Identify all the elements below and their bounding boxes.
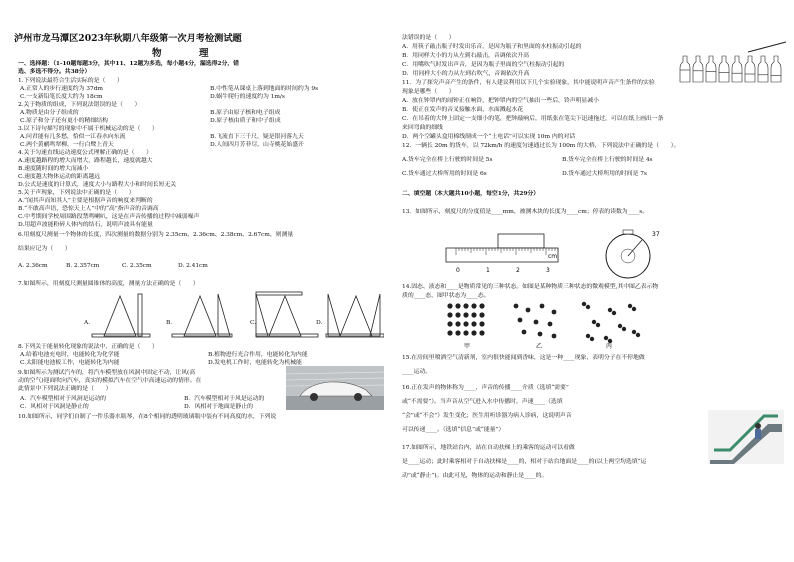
right-text-line: 法错误的是（ ） — [402, 35, 455, 41]
left-text-line: D.用超声波能粉碎人体内的结石，说明声波具有能量 — [18, 222, 153, 228]
left-text-line: D. 2.41cm — [178, 263, 208, 269]
left-text-line: C. 2.35cm — [122, 263, 152, 269]
left-text-line: D．风相对于地面是静止的 — [184, 404, 253, 410]
left-text-line: B．汽车模型相对于风是运动的 — [184, 396, 265, 402]
right-text-line: 可以传递____。（选填“信息”或“能量”） — [402, 427, 505, 433]
q7-label-c: C. — [250, 320, 257, 326]
right-text-line: 是____运动；此时乘客相对于自动扶梯是____的，相对于站台地面是____的(以上两空均选填“运 — [402, 459, 647, 465]
left-text-line: C.两个黄鹂鸣翠柳，一行白鹭上青天 — [20, 142, 114, 148]
left-text-line: D.发电机工作时，电能转化为机械能 — [208, 360, 302, 366]
left-text-line: 此情景中下列说法正确的是（ ） — [18, 386, 112, 392]
q7-label-b: B. — [166, 320, 173, 326]
molecule-dot — [471, 330, 476, 335]
molecule-dot — [622, 327, 626, 331]
right-text-line: 17.如图所示，地铁站台内，站在自动扶梯上的乘客的运动可以看做 — [402, 445, 575, 451]
right-text-line: 11．为了探究声音产生的条件，有人建议利用以下几个实验现象，其中能说明声音产生条件的实验 — [402, 80, 655, 86]
left-text-line: D.原子核由质子和中子组成 — [210, 118, 281, 124]
bottle-icon — [732, 56, 742, 82]
left-text-line: B.“不敢高声语，恐惊天上人”中的“高”指声音的音调高 — [18, 206, 159, 212]
molecule-dot — [548, 322, 553, 327]
right-text-line: D.货车通过大桥所用的时间是 7s — [562, 171, 647, 177]
left-text-line: C.中考期间学校周围路段禁鸣喇叭，这是在声音传播的过程中减弱噪声 — [18, 214, 200, 220]
left-text-line: 一、选择题：（1-10题每题3分，其中11、12题为多选，每小题4分，漏选得2分，错 — [18, 60, 239, 67]
right-text-line: 15.在房间里喷洒空气清新剂，室内很快能闻到香味，这是一种____现象，表明分子在不停地做 — [402, 355, 645, 361]
right-column — [402, 0, 772, 562]
molecule-dot — [471, 321, 476, 326]
stopwatch-label: 37 — [652, 231, 660, 238]
left-text-line: A. 2.36cm — [18, 263, 48, 269]
q13-figure — [442, 228, 742, 280]
left-text-line: A.速度越路程的增大而增大，路程越长，速度就越大 — [18, 158, 153, 164]
molecule-dot — [632, 307, 636, 311]
right-text-line: A．放在钟罩内的闹钟正在响铃，把钟罩内的空气抽出一些后，铃声明显减小 — [402, 98, 599, 104]
right-text-line: ____运动。 — [402, 369, 432, 375]
left-text-line: 选、多选不得分。共38分） — [18, 68, 91, 75]
left-text-line: 4.关于匀速直线运动速度公式理解正确的是（ ） — [18, 150, 153, 156]
molecule-dot — [463, 321, 468, 326]
right-text-line: A．用筷子敲击瓶子时发出乐音，是因为瓶子和里面的水柱振动引起的 — [402, 44, 582, 50]
molecule-dot — [526, 308, 531, 313]
right-text-line: C.货车通过大桥所用的时间是 6s — [402, 171, 487, 177]
left-text-line: 10.如图所示，同学们自制了一件乐器水瓶琴，在8个相同的透明玻璃瓶中装有不同高度的水，下列说 — [18, 414, 277, 420]
subject-title: 物 理 — [152, 48, 223, 59]
molecule-dot — [636, 333, 640, 337]
left-text-line: C.一支新铅笔长度大约为 18cm — [20, 94, 103, 100]
left-text-line: 7.如图所示，用刻度尺测量圆锥体的高度，测量方法正确的是（ ） — [18, 281, 199, 287]
bottle-icon — [745, 56, 755, 82]
q14-label-yi: 乙 — [536, 343, 543, 350]
wooden-block — [498, 234, 544, 248]
molecule-dot — [447, 321, 452, 326]
right-text-line: C．在吊着的大钟上固定一支细小的笔，把钟敲响后，用纸张在笔尖下迅速拖过，可以在纸上画出一条 — [402, 116, 664, 122]
molecule-dot — [463, 303, 468, 308]
left-text-line: D.人间四月芳菲尽，山寺桃花始盛开 — [210, 142, 304, 148]
molecule-dot — [479, 303, 484, 308]
molecule-dot — [552, 310, 557, 315]
molecule-dot — [455, 312, 460, 317]
left-text-line: A.给蓄电池充电时，电能转化为化学能 — [20, 352, 120, 358]
bottle-icon — [680, 56, 690, 82]
molecule-dot — [471, 312, 476, 317]
molecule-dot — [463, 312, 468, 317]
molecule-dot — [618, 324, 622, 328]
molecule-dot — [632, 330, 636, 334]
right-text-line: 16.正在发声的物体称为____，声音的传播____介质（选填“需要” — [402, 385, 569, 391]
left-text-line: A.正常人的步行速度约为 37dm — [20, 86, 103, 92]
q9-car-figure — [286, 366, 384, 410]
molecule-dot — [455, 330, 460, 335]
molecule-dot — [518, 318, 523, 323]
molecule-dot — [479, 321, 484, 326]
q10-bottles-figure — [678, 40, 790, 84]
right-text-line: 14.固态、液态和____是物质常见的三种状态。如图是某种物质三种状态的微观模型,其中图乙表示物 — [402, 284, 659, 290]
molecule-dot — [447, 303, 452, 308]
molecule-dot — [447, 330, 452, 335]
left-text-line: A.物质是由分子组成的 — [20, 110, 79, 116]
left-text-line: 8.下列关于能量转化现象的说法中，正确的是（ ） — [18, 344, 158, 350]
left-text-line: B.中性笔从课桌上落到地面的时间约为 9s — [210, 86, 319, 92]
q14-label-bing: 丙 — [606, 343, 613, 350]
left-text-line: D.蜗牛爬行的速度约为 1m/s — [210, 94, 285, 100]
left-text-line: 6.用刻度尺测量一个物体的长度，四次测量的数据分别为 2.35cm、2.36cm、2.38cm、2.67cm，则测量 — [18, 232, 294, 238]
left-text-line: B. 2.357cm — [66, 263, 100, 269]
right-text-line: 二、填空题（本大题共10小题，每空1分，共29分） — [402, 190, 540, 197]
right-text-line: “会”或“不会”）发生变化；医生用听诊器为病人诊病，这说明声音 — [402, 413, 572, 419]
molecule-dot — [479, 330, 484, 335]
right-text-line: 13．如图所示，刻度尺的分度值是____mm，被测木块的长度为____cm；停表的读数为____s。 — [402, 209, 649, 215]
left-text-line: C.太阳能电池板工作，电能转化为内能 — [20, 360, 120, 366]
molecule-dot — [582, 302, 586, 306]
left-column — [18, 0, 388, 562]
q14-label-jia: 甲 — [464, 343, 471, 350]
molecule-dot — [608, 308, 612, 312]
molecule-dot — [471, 303, 476, 308]
molecule-dot — [538, 332, 543, 337]
left-text-line: 5.关于声现象，下列说法中正确的是（ ） — [18, 190, 135, 196]
molecule-dot — [586, 334, 590, 338]
molecule-dot — [540, 304, 545, 309]
molecule-dot — [628, 304, 632, 308]
left-text-line: 3.以下诗句描写的现象中不属于机械运动的是（ ） — [18, 126, 158, 132]
right-text-line: 动”或“静止”)。由此可见，物体的运动和静止是____的。 — [402, 473, 548, 479]
left-text-line: C．风相对于风洞是静止的 — [20, 404, 89, 410]
molecule-dot — [612, 311, 616, 315]
molecule-dot — [455, 303, 460, 308]
right-text-line: 12．一辆长 20m 的货车，以 72km/h 的速度匀速通过长为 100m 的大桥，下列说法中正确的是（ ）。 — [402, 143, 680, 149]
bottle-icon — [706, 56, 716, 82]
right-text-line: 质的____态，图甲状态为____态。 — [402, 293, 490, 299]
left-text-line: B.原子由原子核和电子组成 — [210, 110, 281, 116]
molecule-dot — [514, 304, 519, 309]
bottle-icon — [771, 56, 781, 82]
ruler-tick-2: 2 — [516, 267, 520, 274]
left-text-line: B.飞流直下三千尺，疑是银河落九天 — [210, 134, 304, 140]
left-text-line: B.速度随时间的增大而减小 — [18, 166, 89, 172]
page-title: 泸州市龙马潭区2023年秋期八年级第一次月考检测试题 — [14, 33, 242, 44]
molecule-dot — [463, 330, 468, 335]
right-text-line: D．用同样大小的力从左到右吹气，音调依次升高 — [402, 71, 530, 77]
left-text-line: D.公式是速度的计算式，速度大小与路程大小和时间长短无关 — [18, 182, 177, 188]
left-text-line: 结果应记为（ ） — [18, 246, 71, 252]
bottle-icon — [719, 56, 729, 82]
ruler-unit: cm — [548, 253, 558, 260]
molecule-dot — [479, 312, 484, 317]
left-text-line: 9.如图所示为测试汽车的，将汽车模型放在风洞中固定不动，让风(高 — [18, 370, 196, 376]
right-text-line: 来回弯曲的细线 — [402, 125, 443, 131]
bottle-icon — [693, 56, 703, 82]
molecule-dot — [552, 334, 557, 339]
molecule-dot — [534, 320, 539, 325]
ruler-tick-1: 1 — [486, 267, 490, 274]
left-text-line: 2.关于物质的组成，下列说法错误的是（ ） — [18, 102, 141, 108]
q16-escalator-figure — [708, 410, 784, 464]
left-text-line: 1.下列说法最符合生活实际的是（ ） — [18, 78, 123, 84]
molecule-dot — [596, 323, 600, 327]
ruler-tick-0: 0 — [456, 267, 460, 274]
right-text-line: D．两个空罐头盒用棉线制成一个“土电话”可以实现 10m 内的对话 — [402, 134, 576, 140]
molecule-dot — [447, 312, 452, 317]
ruler-tick-3: 3 — [546, 267, 550, 274]
q14-figure — [444, 300, 644, 350]
molecule-dot — [592, 320, 596, 324]
right-text-line: C．用嘴吹气时发出声音，是因为瓶子里面的空气柱振动引起的 — [402, 62, 565, 68]
left-text-line: B.植物进行光合作用，电能转化为内能 — [208, 352, 308, 358]
right-text-line: 或“不需要”）。当声音从空气进入水中传播时，声速____（选填 — [402, 399, 563, 405]
right-text-line: A.货车完全在桥上行驶的时间是 5s — [402, 157, 493, 163]
left-text-line: A.“闻其声而知其人”主要是根据声音的响度来判断的 — [18, 198, 153, 204]
right-text-line: B．用同样大小的力从左到右敲击，音调依次升高 — [402, 53, 529, 59]
right-text-line: B．使正在发声的音叉接触水面，水面溅起水花 — [402, 107, 524, 113]
molecule-dot — [590, 337, 594, 341]
left-text-line: A.问君能有几多愁，恰似一江春水向东流 — [20, 134, 126, 140]
right-text-line: 现象是哪些（ ） — [402, 89, 455, 95]
bottle-icon — [758, 56, 768, 82]
q7-label-a: A. — [84, 320, 91, 326]
left-text-line: 动的空气)迎面吹向汽车，真实的模拟汽车在空气中高速运动的情形。在 — [18, 378, 202, 384]
molecule-dot — [586, 305, 590, 309]
molecule-dot — [522, 330, 527, 335]
q7-label-d: D. — [316, 320, 323, 326]
right-text-line: B.货车完全在桥上行驶的时间是 4s — [562, 157, 653, 163]
left-text-line: C.速度越大物体运动的距离越远 — [18, 174, 100, 180]
q7-figure — [84, 288, 384, 340]
molecule-dot — [604, 336, 608, 340]
left-text-line: A．汽车模型相对于风洞是运动的 — [20, 396, 106, 402]
left-text-line: C.原子和分子还有更小的精细结构 — [20, 118, 108, 124]
ruler — [446, 248, 558, 262]
molecule-dot — [455, 321, 460, 326]
